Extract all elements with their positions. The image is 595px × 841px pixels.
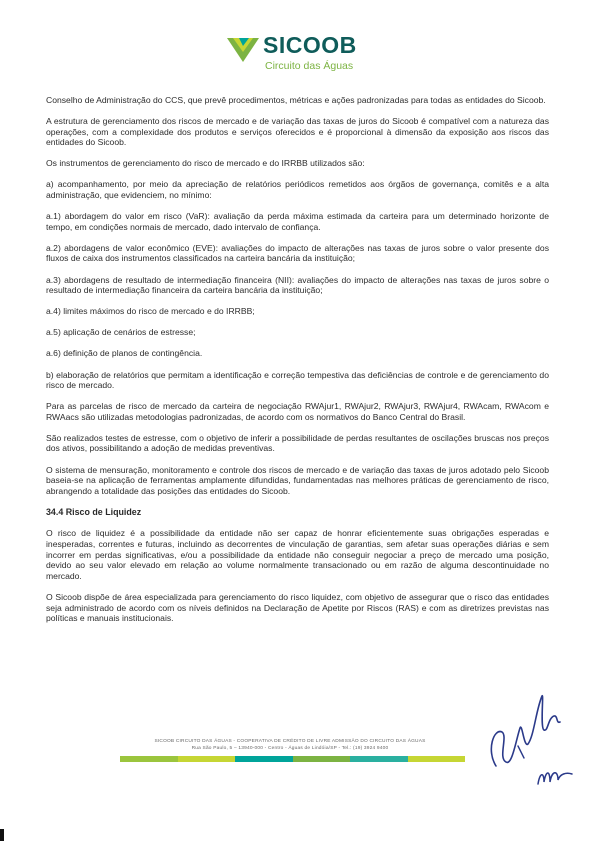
footer-color-segment (350, 756, 408, 762)
footer-color-segment (408, 756, 466, 762)
sicoob-logo-mark-icon (225, 34, 261, 64)
paragraph: b) elaboração de relatórios que permitam a identificação e correção tempestiva das deficiências de controle e de gerenciamento do risco de mercado. (46, 369, 549, 391)
brand-name: SICOOB (263, 32, 357, 58)
paragraph: a) acompanhamento, por meio da apreciação de relatórios periódicos remetidos aos órgãos de governança, comitês e a alta administração, que evidenciem, no mínimo: (46, 179, 549, 201)
paragraph: a.1) abordagem do valor em risco (VaR): avaliação da perda máxima estimada da carteira para um determinado horizonte de tempo, em condições normais de mercado, dado intervalo de confiança. (46, 211, 549, 232)
paragraph: O Sicoob dispõe de área especializada para gerenciamento do risco liquidez, com objetivo de assegurar que o risco das entidades seja administrado de acordo com os níveis definidos na Declaração de Apetite por Riscos (RAS) e com as diretrizes previstas nas políticas e manuais institucionais. (46, 591, 549, 624)
handwritten-signature (478, 688, 578, 793)
sicoob-logo (225, 30, 375, 80)
footer-line-2: Rua São Paulo, 5 – 13940-000 - Centro - Águas de Lindóia/SP - Tel.: (19) 3924 9400 (191, 746, 389, 751)
paragraph: São realizados testes de estresse, com o objetivo de inferir a possibilidade de perdas resultantes de oscilações bruscas nos preços dos ativos, possibilitando a adoção de medidas preventivas. (46, 432, 549, 454)
paragraph: Os instrumentos de gerenciamento do risco de mercado e do IRRBB utilizados são: (46, 158, 365, 169)
paragraph: A estrutura de gerenciamento dos riscos de mercado e de variação das taxas de juros do Sicoob é compatível com a natureza das operações, com a complexidade dos produtos e serviços oferecidos e é proporcional à dimensão da exposição aos riscos das entidades do Sicoob. (46, 116, 549, 148)
paragraph: a.5) aplicação de cenários de estresse; (46, 327, 196, 338)
brand-subtitle: Circuito das Águas (265, 60, 354, 72)
paragraph: a.2) abordagens de valor econômico (EVE): avaliações do impacto de alterações nas taxas de juros sobre o valor presente dos fluxos de caixa dos instrumentos classificados na carteira bancária da instituição; (46, 242, 549, 264)
paragraph: O risco de liquidez é a possibilidade da entidade não ser capaz de honrar eficientemente suas obrigações esperadas e inesperadas, correntes e futuras, incluindo as decorrentes de vinculação de garantias, sem afetar suas operações diárias e sem incorrer em perdas significativas, e/ou a possibilidade da entidade não conseguir negociar a preço de mercado uma posição, devido ao seu valor elevado em relação ao volume normalmente transacionado ou em razão de alguma descontinuidade no mercado. (46, 528, 549, 581)
paragraph: a.3) abordagens de resultado de intermediação financeira (NII): avaliações do impacto de alterações nas taxas de juros sobre o resultado de intermediação financeira da carteira bancária da instituição; (46, 274, 549, 296)
footer-color-segment (235, 756, 293, 762)
paragraph: O sistema de mensuração, monitoramento e controle dos riscos de mercado e de variação das taxas de juros adotado pelo Sicoob baseia-se na aplicação de ferramentas amplamente difundidas, fundamentadas nas melhores práticas de gerenciamento de risco, abrangendo a totalidade das posições das entidades do Sicoob. (46, 464, 549, 496)
paragraph: Conselho de Administração do CCS, que prevê procedimentos, métricas e ações padronizadas para todas as entidades do Sicoob. (46, 95, 546, 105)
document-body (46, 95, 549, 634)
footer-color-bar (120, 756, 465, 762)
paragraph: a.4) limites máximos do risco de mercado e do IRRBB; (46, 306, 255, 317)
section-heading: 34.4 Risco de Liquidez (46, 506, 142, 517)
footer-color-segment (293, 756, 351, 762)
paragraph: a.6) definição de planos de contingência. (46, 348, 203, 359)
footer-line-1: SICOOB CIRCUITO DAS ÁGUAS - COOPERATIVA DE CRÉDITO DE LIVRE ADMISSÃO DO CIRCUITO DAS ÁGUAS (154, 739, 426, 744)
footer-address (100, 738, 480, 752)
scan-edge-mark (0, 829, 4, 841)
footer-color-segment (178, 756, 236, 762)
footer-color-segment (120, 756, 178, 762)
paragraph: Para as parcelas de risco de mercado da carteira de negociação RWAjur1, RWAjur2, RWAjur3, RWAjur4, RWAcam, RWAcom e RWAacs são utilizadas metodologias padronizadas, de acordo com os normativos do Banco Central do Brasil. (46, 401, 549, 422)
